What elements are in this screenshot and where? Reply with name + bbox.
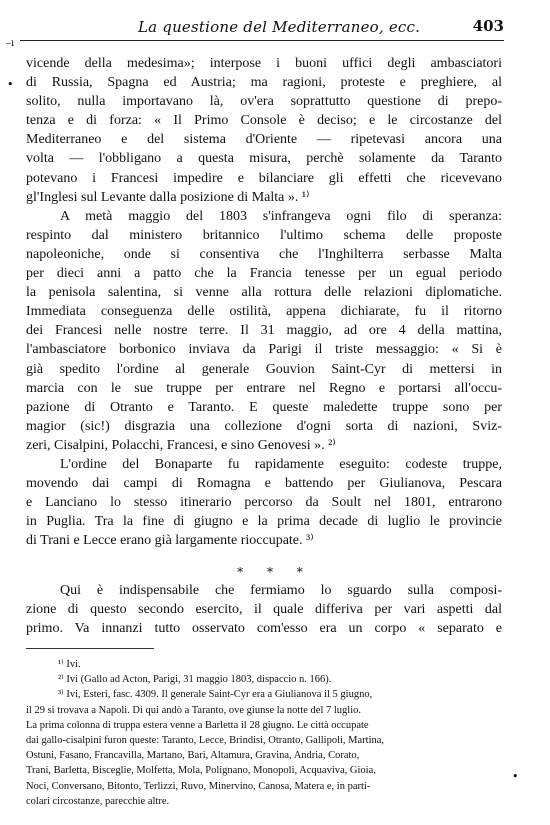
footnote-line: La prima colonna di truppa estera venne a Barletta il 28 giugno. Le città occupate <box>26 719 369 731</box>
text-line: L'ordine del Bonaparte fu rapidamente eseguito: codeste truppe, <box>60 456 502 472</box>
text-line: magior (sic!) disgrazia una collezione d'ogni sorta di nazioni, Sviz- <box>26 418 502 434</box>
text-line: volta — l'obbligano a questa misura, perchè solamente da Taranto <box>26 151 502 167</box>
text-line: gl'Inglesi sul Levante dalla posizione di Malta ». ¹⁾ <box>26 189 310 205</box>
text-line: Qui è indispensabile che fermiamo lo sguardo sulla composi- <box>60 583 502 598</box>
main-text-continued <box>26 581 502 638</box>
text-line: respinto dal ministero britannico l'ultimo schema delle proposte <box>26 227 502 243</box>
text-line: e Lanciano lo stesso itinerario percorso da Soult nel 1801, entrarono <box>26 495 502 511</box>
footnote-line: dai gallo-cisalpini furon queste: Taranto, Lecce, Brindisi, Otranto, Gallipoli, Martina, <box>26 734 385 746</box>
margin-mark: –ı <box>6 38 15 49</box>
text-line: l'ambasciatore borbonico inviava da Parigi il triste messaggio: « Si è <box>26 342 502 358</box>
text-line: potevano i Francesi impedire e bilanciare gli effetti che ricevevano <box>26 170 502 186</box>
page-number: 403 <box>472 17 504 35</box>
running-title: La questione del Mediterraneo, ecc. <box>138 18 421 36</box>
footnote-line: Noci, Conversano, Bitonto, Terlizzi, Ruvo, Minervino, Canosa, Matera e, in parti- <box>26 780 371 792</box>
text-line: di Russia, Spagna ed Austria; ma ragioni, proteste e preghiere, al <box>26 75 502 91</box>
footnote-line: colari circostanze, parecchie altre. <box>26 795 170 807</box>
text-line: tenza e di forza: « Il Primo Console è deciso; e le circostanze del <box>26 113 502 129</box>
footnote-line: Trani, Barletta, Bisceglie, Molfetta, Mola, Polignano, Monopoli, Acquaviva, Gioia, <box>26 765 376 777</box>
text-line: dei Francesi nelle nostre terre. Il 31 maggio, ad ore 4 della mattina, <box>26 323 502 339</box>
footnote-rule <box>26 648 154 649</box>
main-text <box>26 54 502 550</box>
text-line: napoleoniche, onde si consentiva che l'Inghilterra serbasse Malta <box>26 246 502 262</box>
text-line: di Trani e Lecce erano già largamente rioccupate. ³⁾ <box>26 533 314 549</box>
text-line: solito, nulla importavano là, ov'era soprattutto questione di prepo- <box>26 94 502 110</box>
footnote-line: ²⁾ Ivi (Gallo ad Acton, Parigi, 31 maggio 1803, dispaccio n. 166). <box>58 674 332 686</box>
margin-mark: • <box>7 78 14 91</box>
footnote-line: ³⁾ Ivi, Esteri, fasc. 4309. Il generale Saint-Cyr era a Giulianova il 5 giugno, <box>58 689 373 701</box>
text-line: pazione di Otranto e Taranto. E queste maledette truppe sono per <box>26 399 502 415</box>
text-line: primo. Va innanzi tutto osservato com'esso era un corpo « separato e <box>26 621 502 637</box>
footnotes <box>26 657 502 809</box>
text-line: marcia con le sue truppe per entrare nel Regno e portarsi all'occu- <box>26 380 502 396</box>
text-line: vicende della medesima»; interpose i buoni uffici degli ambasciatori <box>26 56 502 71</box>
text-line: già spedito l'ordine al generale Gouvion Saint-Cyr di mettersi in <box>26 361 502 377</box>
section-separator: * * * <box>237 565 313 579</box>
text-line: per dieci anni a patto che la Francia tenesse per un egual periodo <box>26 266 502 282</box>
text-line: Immediata conseguenza delle ostilità, appena dichiarate, fu il ritorno <box>26 304 502 320</box>
text-line: Mediterraneo e del sistema d'Oriente — ripetevasi ancora una <box>26 132 502 148</box>
text-line: movendo dai campi di Romagna e battendo per Giulianova, Pescara <box>26 476 502 492</box>
margin-mark: • <box>512 770 519 783</box>
text-line: zione di questo secondo esercito, il quale differiva per vari aspetti dal <box>26 602 502 618</box>
text-line: zeri, Cisalpini, Polacchi, Francesi, e sino Genovesi ». ²⁾ <box>26 437 336 453</box>
text-line: A metà maggio del 1803 s'infrangeva ogni filo di speranza: <box>60 208 502 224</box>
text-line: la penisola salentina, si venne alla rottura delle relazioni diplomatiche. <box>26 285 502 301</box>
footnote-line: ¹⁾ Ivi. <box>58 659 81 670</box>
running-header <box>20 14 504 41</box>
footnote-line: Ostuni, Fasano, Francavilla, Martano, Bari, Altamura, Gravina, Andria, Corato, <box>26 750 360 762</box>
footnote-line: il 29 si trovava a Napoli. Di qui andò a Taranto, ove giunse la notte del 7 luglio. <box>26 704 362 716</box>
text-line: in Puglia. Tra la fine di giugno e la prima decade di luglio le provincie <box>26 514 502 530</box>
